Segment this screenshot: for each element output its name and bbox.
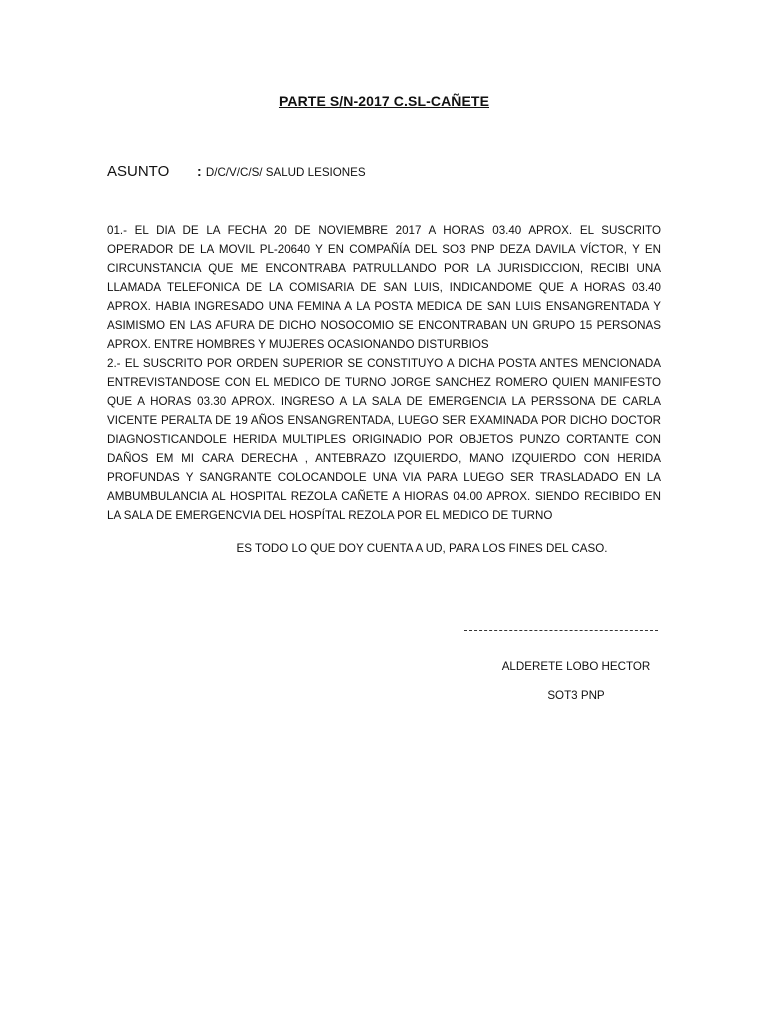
- document-title: PARTE S/N-2017 C.SL-CAÑETE: [278, 93, 490, 109]
- paragraph-1: 01.- EL DIA DE LA FECHA 20 DE NOVIEMBRE 2017 A HORAS 03.40 APROX. EL SUSCRITO OPERADOR DE LA MOVIL PL-20640 Y EN COMPAÑÍA DEL SO3 PNP DEZA DAVILA VÍCTOR, Y EN CIRCUNSTANCIA QUE ME ENCONTRABA PATRULLANDO POR LA JURISDICCION, RECIBI UNA LLAMADA TELEFONICA DE LA COMISARIA DE SAN LUIS, INDICANDOME QUE A HORAS 03.40 APROX. HABIA INGRESADO UNA FEMINA A LA POSTA MEDICA DE SAN LUIS ENSANGRENTADA Y ASIMISMO EN LAS AFURA DE DICHO NOSOCOMIO SE ENCONTRABAN UN GRUPO 15 PERSONAS APROX. ENTRE HOMBRES Y MUJERES OCASIONANDO DISTURBIOS: [107, 224, 661, 351]
- subject-label: ASUNTO: [107, 163, 170, 180]
- subject-value: D/C/V/C/S/ SALUD LESIONES: [205, 166, 366, 179]
- subject-row: [107, 163, 366, 180]
- signature-line: [464, 630, 658, 631]
- signature-rank: SOT3 PNP: [547, 689, 605, 702]
- signature-name: ALDERETE LOBO HECTOR: [501, 660, 651, 673]
- subject-colon: :: [197, 163, 202, 179]
- paragraph-2: 2.- EL SUSCRITO POR ORDEN SUPERIOR SE CONSTITUYO A DICHA POSTA ANTES MENCIONADA ENTREVISTANDOSE CON EL MEDICO DE TURNO JORGE SANCHEZ ROMERO QUIEN MANIFESTO QUE A HORAS 03.30 APROX. INGRESO A LA SALA DE EMERGENCIA LA PERSSONA DE CARLA VICENTE PERALTA DE 19 AÑOS ENSANGRENTADA, LUEGO SER EXAMINADA POR DICHO DOCTOR DIAGNOSTICANDOLE HERIDA MULTIPLES ORIGINADIO POR OBJETOS PUNZO CORTANTE CON DAÑOS EM MI CARA DERECHA , ANTEBRAZO IZQUIERDO, MANO IZQUIERDO CON HERIDA PROFUNDAS Y SANGRANTE COLOCANDOLE UNA VIA PARA LUEGO SER TRASLADADO EN LA AMBUMBULANCIA AL HOSPITAL REZOLA CAÑETE A HIORAS 04.00 APROX. SIENDO RECIBIDO EN LA SALA DE EMERGENCVIA DEL HOSPÍTAL REZOLA POR EL MEDICO DE TURNO: [107, 357, 661, 522]
- closing-statement: ES TODO LO QUE DOY CUENTA A UD, PARA LOS FINES DEL CASO.: [236, 542, 608, 555]
